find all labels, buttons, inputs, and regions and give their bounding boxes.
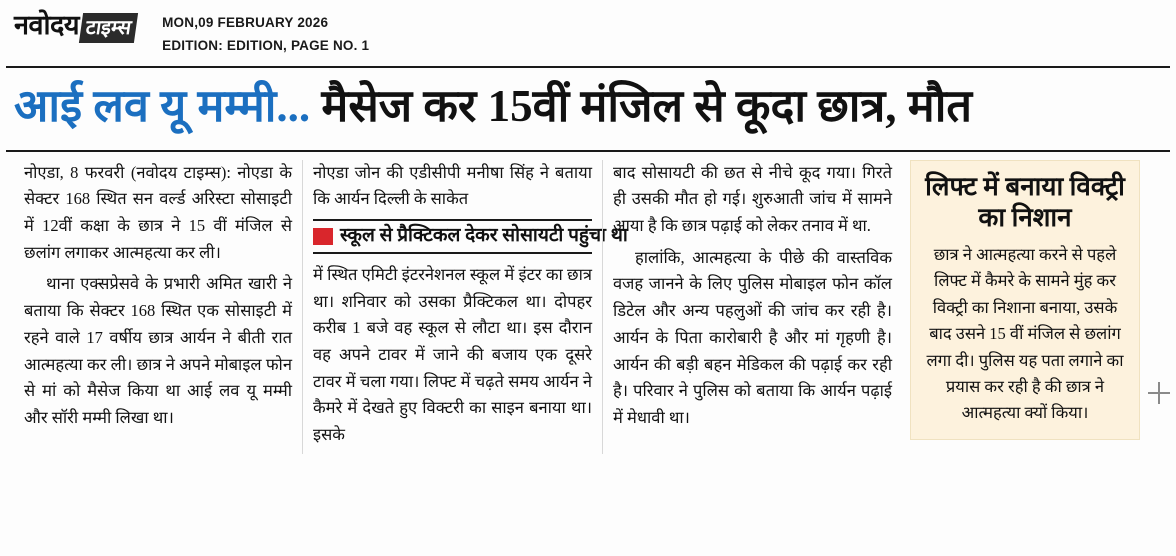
headline-accent-part: आई लव यू मम्मी... bbox=[14, 81, 311, 131]
page-title bbox=[14, 82, 1166, 132]
sidebar-story-box bbox=[910, 160, 1140, 440]
sidebar-body: छात्र ने आत्महत्या करने से पहले लिफ्ट में कैमरे के सामने मुंह कर विक्ट्री का निशाना बनाया, उसके बाद उसने 15 वीं मंजिल से छलांग लगा दी। पुलिस यह पता लगाने का प्रयास कर रही है की छात्र ने आत्महत्या क्यों किया। bbox=[926, 244, 1124, 423]
headline-area bbox=[0, 68, 1176, 142]
headline-main-part: मैसेज कर 15वीं मंजिल से कूदा छात्र, मौत bbox=[310, 81, 973, 131]
publication-logo bbox=[14, 10, 136, 43]
paragraph: नोएडा, 8 फरवरी (नवोदय टाइम्स): नोएडा के सेक्टर 168 स्थित सन वर्ल्ड अरिस्टा सोसाइटी में 12वीं कक्षा के छात्र ने 15 वीं मंजिल से छलांग लगाकर आत्महत्या कर ली। bbox=[24, 162, 292, 262]
red-marker-icon bbox=[313, 228, 333, 245]
edition-line: EDITION: EDITION, PAGE NO. 1 bbox=[162, 37, 370, 53]
article-body bbox=[0, 152, 1176, 454]
paragraph: में स्थित एमिटी इंटरनेशनल स्कूल में इंटर का छात्र था। शनिवार को उसका प्रैक्टिकल था। दोपहर करीब 1 बजे वह स्कूल से लौटा था। इस दौरान वह अपने टावर में जाने की बजाय एक दूसरे टावर में चला गया। लिफ्ट में चढ़ते समय आर्यन ने कैमरे में देखते हुए विक्टरी का साइन बनाया था। इसके bbox=[313, 264, 592, 445]
masthead bbox=[0, 0, 1176, 64]
logo-times-text: टाइम्स bbox=[79, 13, 138, 43]
paragraph: बाद सोसायटी की छत से नीचे कूद गया। गिरते ही उसकी मौत हो गई। शुरुआती जांच में सामने आया है कि छात्र पढ़ाई को लेकर तनाव में था. bbox=[613, 162, 892, 235]
edition-info bbox=[162, 10, 369, 58]
column-one bbox=[12, 160, 302, 454]
sidebar-title: लिफ्ट में बनाया विक्ट्री का निशान bbox=[925, 171, 1125, 233]
paragraph: हालांकि, आत्महत्या के पीछे की वास्तविक वजह जानने के लिए पुलिस मोबाइल फोन कॉल डिटेल और अन्य पहलुओं की जांच कर रही है। आर्यन के पिता कारोबारी है और मां गृहणी है। आर्यन की बड़ी बहन मेडिकल की पढ़ाई कर रही है। परिवार ने पुलिस को बताया कि आर्यन पढ़ाई में मेधावी था। bbox=[613, 247, 892, 427]
column-three bbox=[602, 160, 902, 454]
subhead-text: स्कूल से प्रैक्टिकल देकर सोसायटी पहुंचा था bbox=[340, 224, 628, 246]
logo-hindi-text: नवोदय bbox=[14, 10, 79, 40]
registration-cross-icon bbox=[1148, 382, 1170, 404]
paragraph: थाना एक्सप्रेसवे के प्रभारी अमित खारी ने बताया कि सेक्टर 168 स्थित एक सोसाइटी में रहने वाले 17 वर्षीय छात्र आर्यन ने बीती रात आत्महत्या कर ली। छात्र ने अपने मोबाइल फोन से मां को मैसेज किया था आई लव यू मम्मी और सॉरी मम्मी लिखा था। bbox=[24, 274, 292, 427]
paragraph: नोएडा जोन की एडीसीपी मनीषा सिंह ने बताया कि आर्यन दिल्ली के साकेत bbox=[313, 162, 592, 209]
subhead-rule-bottom bbox=[313, 252, 592, 254]
column-two bbox=[302, 160, 628, 454]
date-line: MON,09 FEBRUARY 2026 bbox=[162, 15, 329, 30]
section-subhead bbox=[313, 219, 628, 254]
